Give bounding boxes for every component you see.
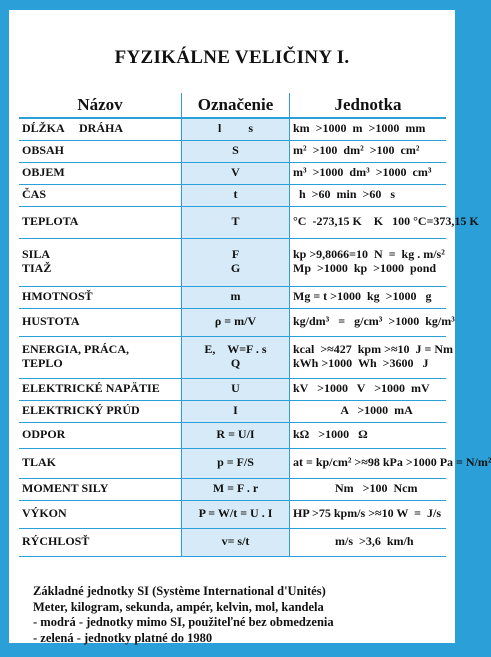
quantity-unit: kV >1000 V >1000 mV — [290, 378, 447, 400]
quantity-name: TEPLOTA — [19, 206, 182, 238]
quantity-unit: m³ >1000 dm³ >1000 cm³ — [290, 162, 447, 184]
footer-line: - modrá - jednotky mimo SI, použiteľné bez obmedzenia — [33, 615, 334, 629]
table-header-row — [19, 93, 446, 118]
quantity-name: ELEKTRICKÉ NAPÄTIE — [19, 378, 182, 400]
poster-sheet — [9, 10, 491, 645]
quantity-symbol: E, W=F . s Q — [182, 336, 290, 378]
page-title: FYZIKÁLNE VELIČINY I. — [114, 47, 350, 68]
quantity-symbol: M = F . r — [182, 478, 290, 500]
table-row — [19, 400, 446, 422]
quantity-symbol: P = W/t = U . I — [182, 500, 290, 528]
quantity-unit: m² >100 dm² >100 cm² — [290, 140, 447, 162]
table-row — [19, 308, 446, 336]
quantity-name: ENERGIA, PRÁCA, TEPLO — [19, 336, 182, 378]
quantity-unit: kΩ >1000 Ω — [290, 422, 447, 448]
footer-line: - zelená - jednotky platné do 1980 — [33, 630, 213, 645]
quantity-name: HUSTOTA — [19, 308, 182, 336]
quantity-name: MOMENT SILY — [19, 478, 182, 500]
table-row — [19, 378, 446, 400]
footer-line: Meter, kilogram, sekunda, ampér, kelvin, mol, kandela — [33, 599, 324, 614]
table-row — [19, 118, 446, 140]
quantity-symbol: R = U/I — [182, 422, 290, 448]
table-row — [19, 336, 446, 378]
quantity-unit: °C -273,15 K K 100 °C=373,15 K — [290, 206, 447, 238]
quantity-symbol: t — [182, 184, 290, 206]
header-name: Názov — [19, 93, 182, 118]
quantity-name: SILA TIAŽ — [19, 238, 182, 286]
footer-line: Základné jednotky SI (Système International d'Unités) — [33, 584, 326, 598]
table-row — [19, 528, 446, 556]
quantity-symbol: m — [182, 286, 290, 308]
table-row — [19, 184, 446, 206]
quantity-unit: HP >75 kpm/s >≈10 W = J/s — [290, 500, 447, 528]
quantity-name: RÝCHLOSŤ — [19, 528, 182, 556]
table-row — [19, 206, 446, 238]
quantity-unit: kp >9,8066=10 N = kg . m/s² Mp >1000 kp >1000 pond — [290, 238, 447, 286]
quantity-symbol: F G — [182, 238, 290, 286]
header-symbol: Označenie — [182, 93, 290, 118]
quantities-table — [19, 93, 491, 557]
table-row — [19, 500, 446, 528]
quantity-symbol: U — [182, 378, 290, 400]
quantity-symbol: v= s/t — [182, 528, 290, 556]
quantity-unit: kg/dm³ = g/cm³ >1000 kg/m³ — [290, 308, 447, 336]
quantity-unit: A >1000 mA — [290, 400, 447, 422]
quantity-symbol: I — [182, 400, 290, 422]
table-row — [19, 162, 446, 184]
quantity-symbol: ρ = m/V — [182, 308, 290, 336]
quantity-unit: Mg = t >1000 kg >1000 g — [290, 286, 447, 308]
quantity-unit: h >60 min >60 s — [290, 184, 447, 206]
table-row — [19, 422, 446, 448]
quantity-name: TLAK — [19, 448, 182, 478]
quantity-unit: at = kp/cm² >≈98 kPa >1000 Pa = N/m² — [290, 448, 447, 478]
quantity-name: ČAS — [19, 184, 182, 206]
header-unit: Jednotka — [290, 93, 447, 118]
quantity-unit: km >1000 m >1000 mm — [290, 118, 447, 140]
table-row — [19, 140, 446, 162]
table-row — [19, 238, 446, 286]
quantity-unit: kcal >≈427 kpm >≈10 J = Nm kWh >1000 Wh >3600 J — [290, 336, 447, 378]
quantity-symbol: p = F/S — [182, 448, 290, 478]
table-row — [19, 478, 446, 500]
quantity-symbol: l s — [182, 118, 290, 140]
quantity-symbol: T — [182, 206, 290, 238]
table-row — [19, 286, 446, 308]
quantity-unit: m/s >3,6 km/h — [290, 528, 447, 556]
quantity-name: VÝKON — [19, 500, 182, 528]
quantity-name: DĹŽKA DRÁHA — [19, 118, 182, 140]
quantity-name: ODPOR — [19, 422, 182, 448]
footer-notes — [33, 584, 443, 646]
quantity-name: HMOTNOSŤ — [19, 286, 182, 308]
quantity-name: OBJEM — [19, 162, 182, 184]
quantity-unit: Nm >100 Ncm — [290, 478, 447, 500]
quantity-name: OBSAH — [19, 140, 182, 162]
table-row — [19, 448, 446, 478]
quantity-symbol: V — [182, 162, 290, 184]
quantity-symbol: S — [182, 140, 290, 162]
quantity-name: ELEKTRICKÝ PRÚD — [19, 400, 182, 422]
